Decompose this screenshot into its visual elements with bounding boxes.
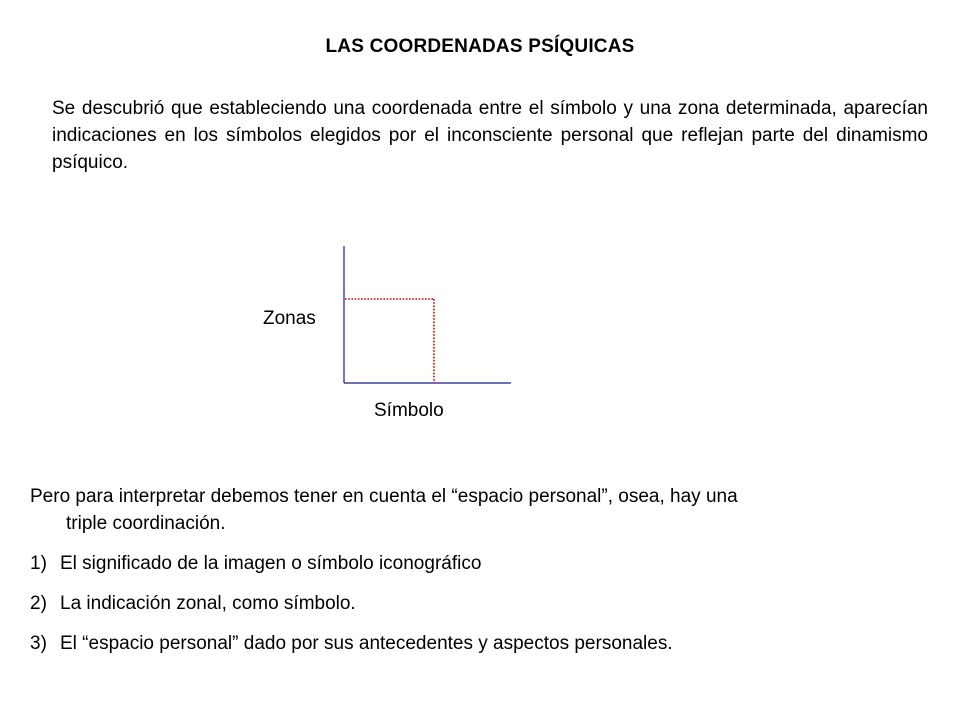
x-axis-label: Símbolo	[374, 400, 444, 421]
list-item	[30, 632, 673, 672]
interpretation-paragraph	[30, 483, 930, 537]
list-item-number: 1)	[30, 553, 47, 574]
list-item	[30, 592, 673, 632]
coordination-list	[30, 552, 673, 672]
interpretation-line-2: triple coordinación.	[66, 513, 226, 534]
list-item-text: El “espacio personal” dado por sus antecedentes y aspectos personales.	[60, 633, 673, 654]
y-axis-label: Zonas	[263, 308, 316, 329]
list-item-number: 3)	[30, 633, 47, 654]
list-item-text: El significado de la imagen o símbolo iconográfico	[60, 553, 482, 574]
list-item-number: 2)	[30, 593, 47, 614]
list-item	[30, 552, 673, 592]
page-title: LAS COORDENADAS PSÍQUICAS	[325, 36, 635, 57]
coordinate-diagram	[250, 240, 550, 440]
intro-paragraph: Se descubrió que estableciendo una coordenada entre el símbolo y una zona determinada, aparecían indicaciones en los símbolos elegidos por el inconsciente personal que reflejan parte del dinamismo psíquico.	[52, 98, 928, 173]
interpretation-line-1: Pero para interpretar debemos tener en cuenta el “espacio personal”, osea, hay una	[30, 486, 738, 507]
list-item-text: La indicación zonal, como símbolo.	[60, 593, 356, 614]
